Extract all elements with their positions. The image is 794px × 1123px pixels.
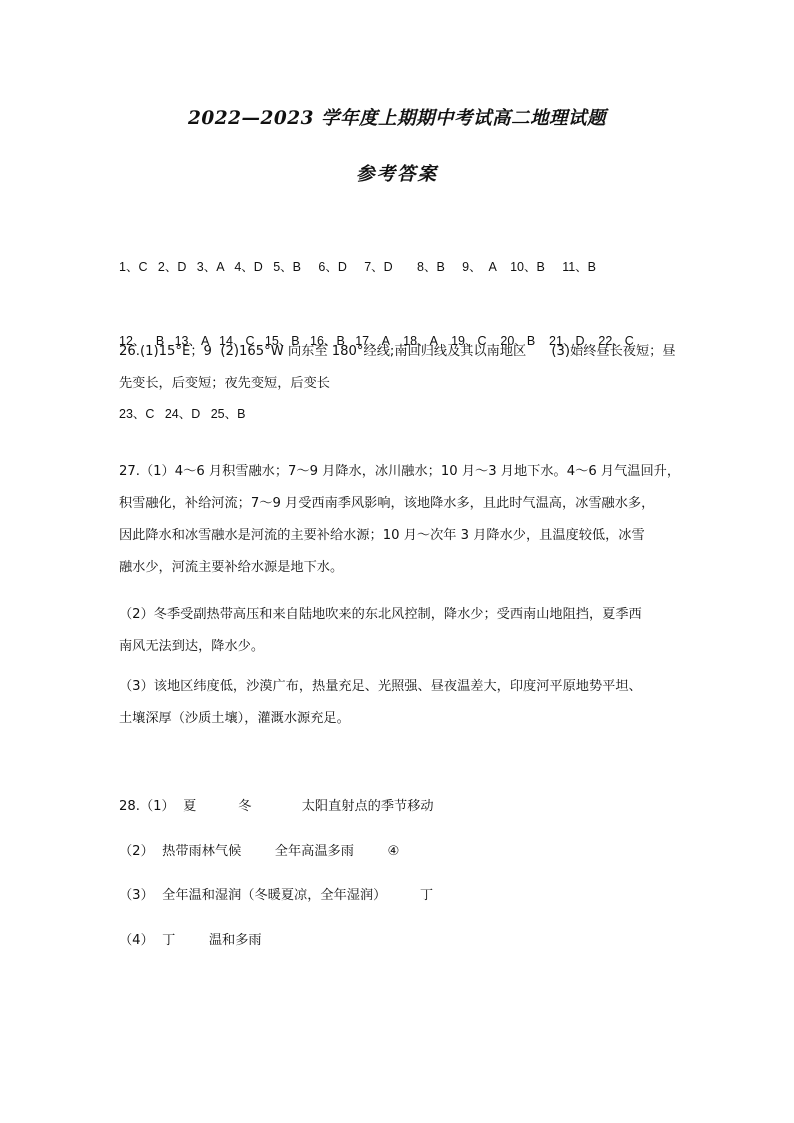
question-27-part-2 — [119, 599, 691, 663]
q26-line: 先变长，后变短；夜先变短，后变长 — [119, 376, 330, 391]
q27-line: 南风无法到达，降水少。 — [119, 639, 265, 654]
mc-line: 1、C 2、D 3、A 4、D 5、B 6、D 7、D 8、B 9、 A 10、B 11、B — [119, 260, 597, 274]
q27-line: （3）该地区纬度低，沙漠广布，热量充足、光照强、昼夜温差大，印度河平原地势平坦、 — [119, 679, 642, 694]
q27-line: 27.（1）4～6 月积雪融水；7～9 月降水，冰川融水；10 月～3 月地下水。4～6 月气温回升， — [119, 464, 681, 479]
q27-line: 因此降水和冰雪融水是河流的主要补给水源；10 月～次年 3 月降水少，且温度较低，冰雪 — [119, 528, 645, 543]
q28-line-3: （3） 全年温和湿润（冬暖夏凉，全年湿润） 丁 — [119, 888, 434, 903]
q27-line: 积雪融化，补给河流；7～9 月受西南季风影响，该地降水多，且此时气温高，冰雪融水多， — [119, 496, 655, 511]
q28-line-1: 28.（1） 夏 冬 太阳直射点的季节移动 — [119, 799, 434, 814]
q26-line: 26.(1)15°E；9 (2)165°W 向东至 180°经线;南回归线及其以南地区 (3)始终昼长夜短；昼 — [119, 344, 676, 359]
q27-line: 融水少，河流主要补给水源是地下水。 — [119, 560, 344, 575]
q28-line-2: （2） 热带雨林气候 全年高温多雨 ④ — [119, 844, 400, 859]
mc-line: 12、 B 13、A 14、C 15、B 16、B 17、A 18、A 19、C 20、B 21、D 22、C — [119, 333, 634, 348]
question-26-answer — [119, 336, 691, 400]
document-subtitle: 参考答案 — [355, 164, 438, 185]
q28-line-4: （4） 丁 温和多雨 — [119, 933, 262, 948]
q27-line: （2）冬季受副热带高压和来自陆地吹来的东北风控制，降水少；受西南山地阻挡，夏季西 — [119, 607, 642, 622]
question-27-part-3 — [119, 671, 691, 735]
document-title: 2022—2023 学年度上期期中考试高二地理试题 — [188, 108, 606, 129]
q27-line: 土壤深厚（沙质土壤），灌溉水源充足。 — [119, 711, 350, 726]
mc-line: 23、C 24、D 25、B — [119, 407, 246, 421]
question-27-part-1 — [119, 456, 691, 584]
